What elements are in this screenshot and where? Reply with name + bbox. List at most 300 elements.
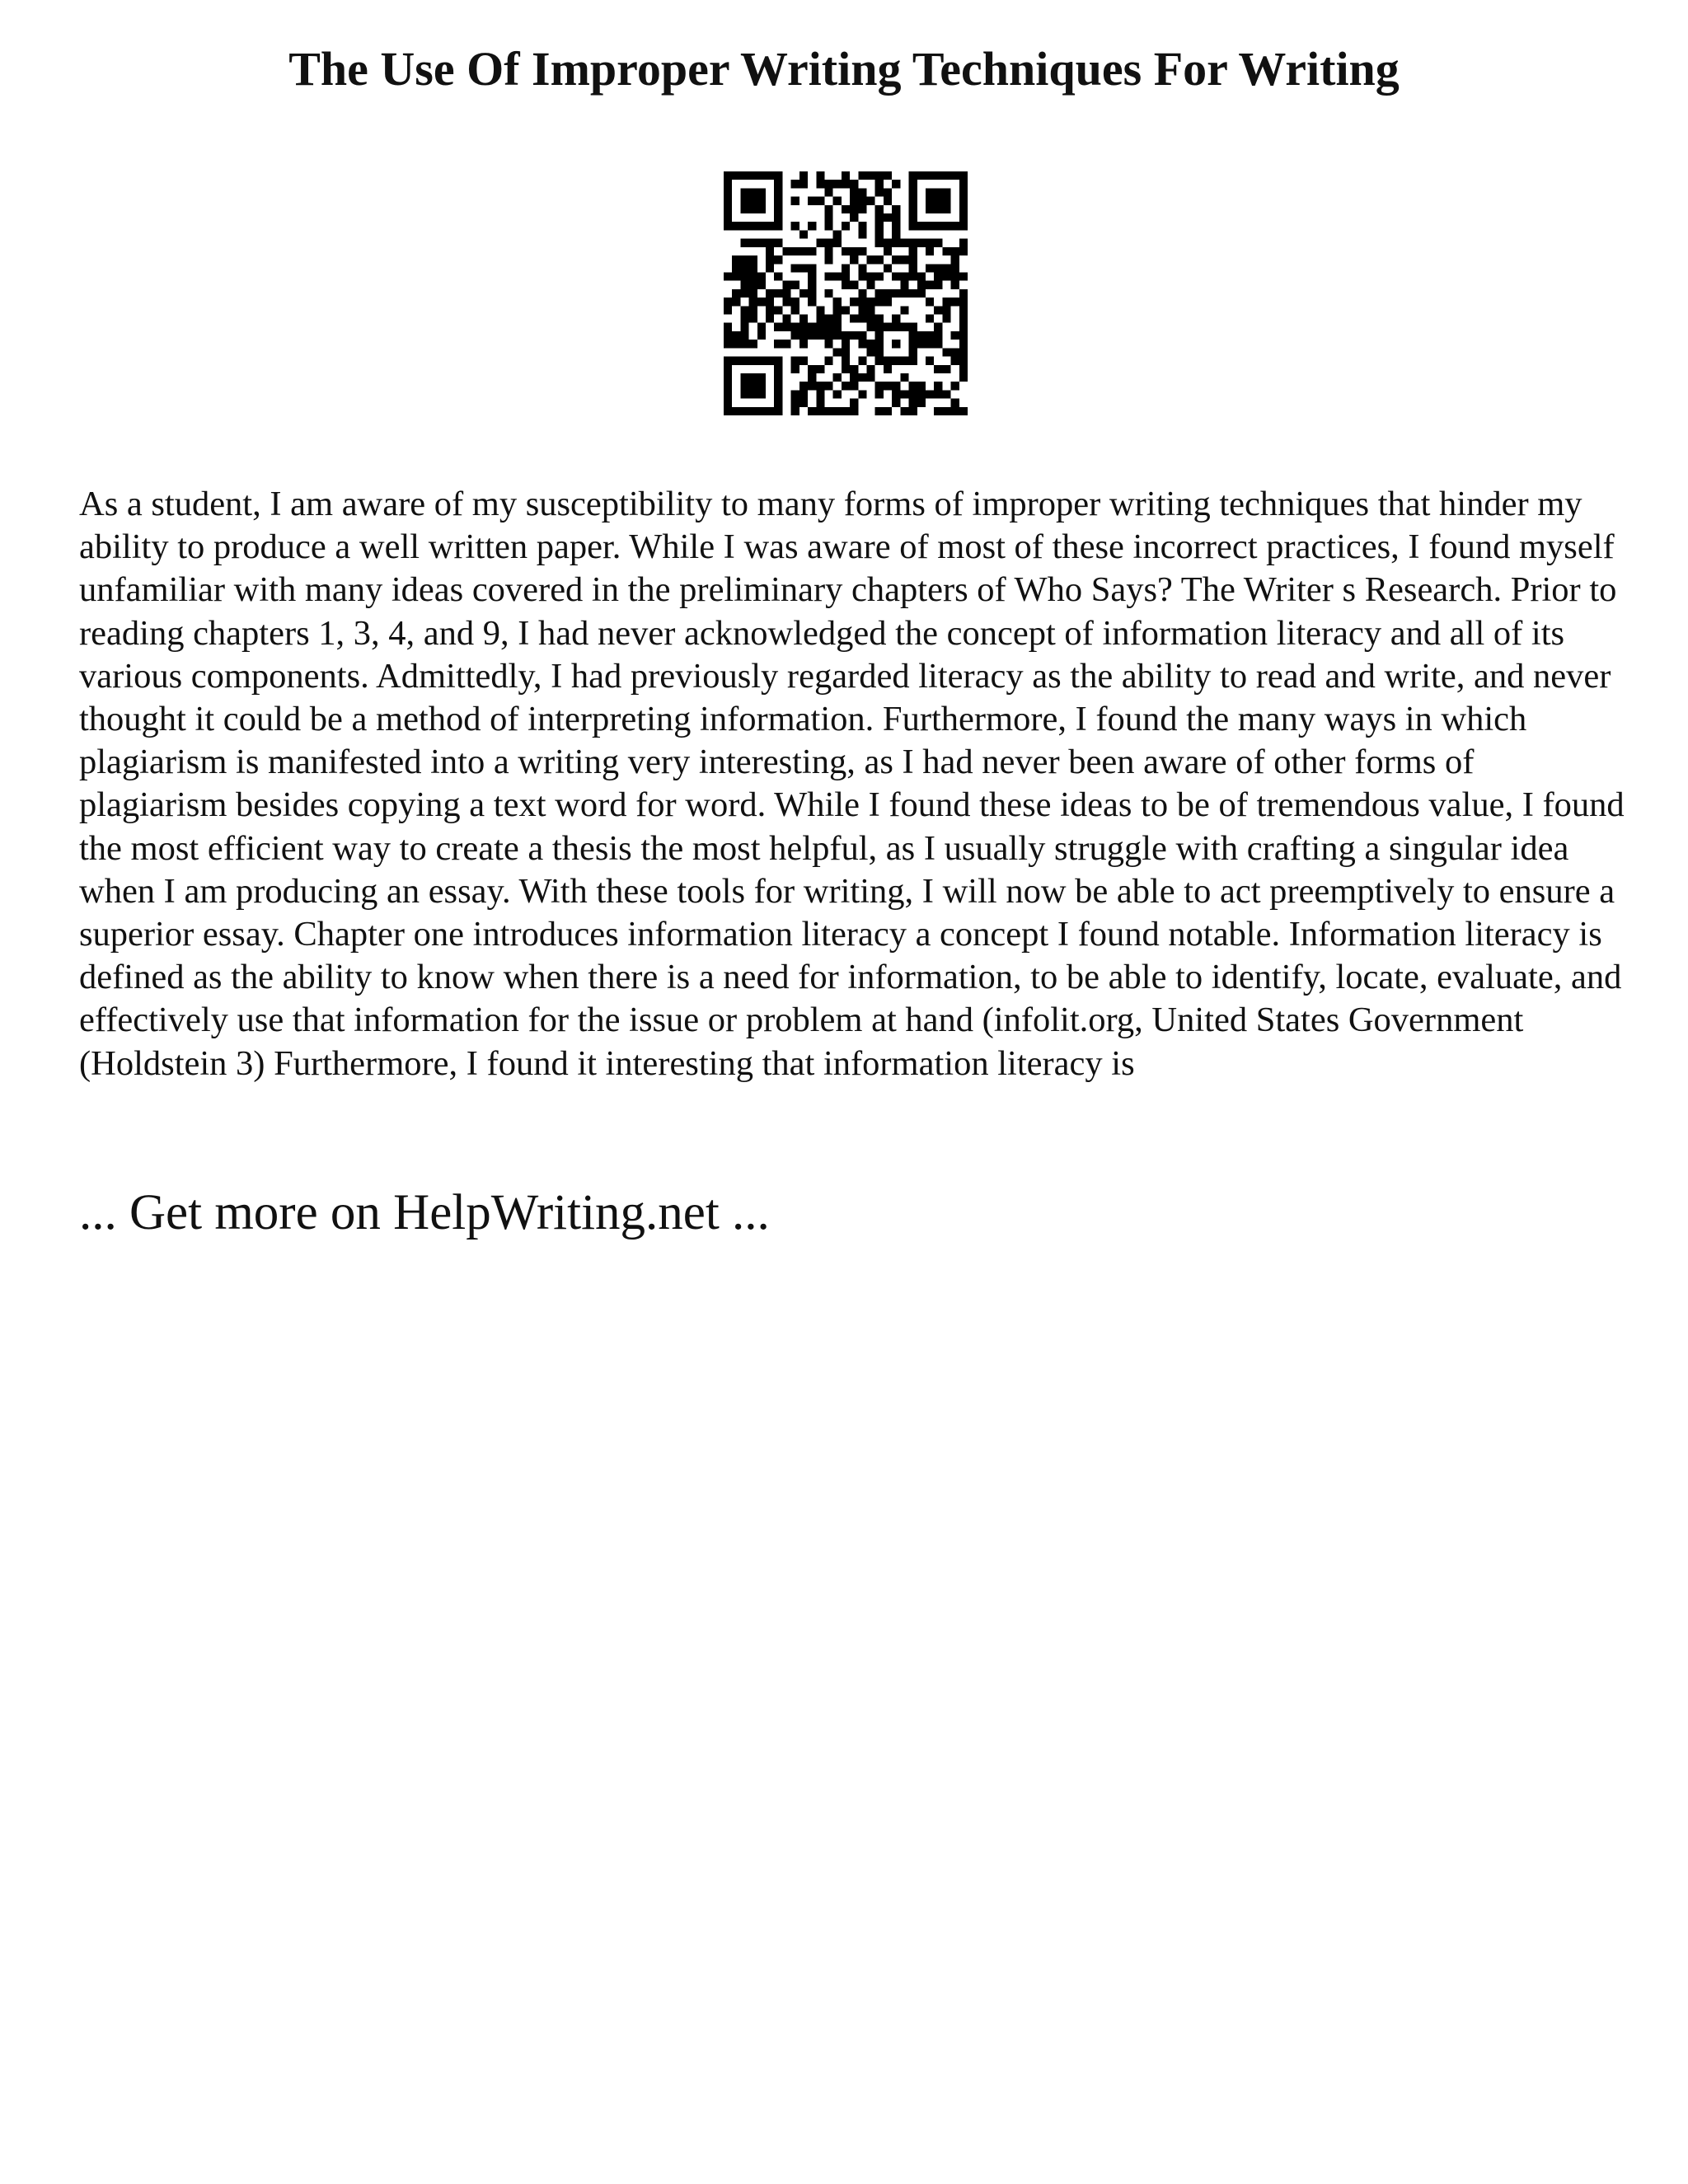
qr-module xyxy=(909,197,917,205)
qr-module xyxy=(732,331,740,340)
qr-module xyxy=(951,399,959,407)
qr-module xyxy=(926,357,934,365)
qr-module xyxy=(833,331,842,340)
qr-module xyxy=(875,315,884,323)
qr-module xyxy=(740,390,748,398)
qr-module xyxy=(850,382,858,390)
qr-module xyxy=(934,171,942,180)
qr-module xyxy=(842,281,850,289)
qr-module xyxy=(791,197,799,205)
qr-module xyxy=(724,399,732,407)
qr-module xyxy=(917,340,926,348)
qr-module xyxy=(799,171,808,180)
qr-module xyxy=(858,306,866,314)
qr-module xyxy=(766,222,774,230)
qr-module xyxy=(909,348,917,356)
qr-module xyxy=(816,315,824,323)
qr-module xyxy=(959,188,968,196)
qr-module xyxy=(959,213,968,222)
qr-module xyxy=(749,197,757,205)
qr-module xyxy=(766,264,774,272)
qr-module xyxy=(909,289,917,298)
qr-module xyxy=(867,272,875,280)
qr-module xyxy=(824,382,832,390)
qr-module xyxy=(740,188,748,196)
qr-module xyxy=(926,264,934,272)
qr-module xyxy=(732,289,740,298)
qr-module xyxy=(757,197,766,205)
qr-module xyxy=(740,171,748,180)
qr-module xyxy=(867,197,875,205)
qr-module xyxy=(799,331,808,340)
qr-module xyxy=(892,222,900,230)
qr-module xyxy=(833,180,842,188)
qr-module xyxy=(942,197,950,205)
qr-module xyxy=(951,264,959,272)
qr-module xyxy=(740,289,748,298)
qr-module xyxy=(875,390,884,398)
qr-module xyxy=(884,365,892,373)
qr-module xyxy=(900,289,908,298)
qr-module xyxy=(917,399,926,407)
qr-module xyxy=(858,357,866,365)
qr-module xyxy=(842,348,850,356)
qr-module xyxy=(884,357,892,365)
qr-module xyxy=(926,331,934,340)
qr-module xyxy=(749,281,757,289)
qr-module xyxy=(934,197,942,205)
qr-module xyxy=(850,298,858,306)
qr-module xyxy=(884,298,892,306)
qr-module xyxy=(959,357,968,365)
qr-module xyxy=(858,197,866,205)
qr-module xyxy=(749,340,757,348)
qr-module xyxy=(724,323,732,331)
qr-module xyxy=(816,399,824,407)
qr-module xyxy=(833,298,842,306)
qr-module xyxy=(959,365,968,373)
qr-module xyxy=(892,180,900,188)
qr-module xyxy=(791,331,799,340)
qr-module xyxy=(824,289,832,298)
qr-module xyxy=(808,289,816,298)
qr-module xyxy=(926,247,934,255)
qr-module xyxy=(942,348,950,356)
qr-module xyxy=(833,323,842,331)
qr-module xyxy=(892,230,900,238)
qr-module xyxy=(749,306,757,314)
qr-module xyxy=(884,239,892,247)
qr-module xyxy=(774,357,782,365)
qr-module xyxy=(951,247,959,255)
qr-module xyxy=(833,315,842,323)
qr-module xyxy=(842,306,850,314)
qr-module xyxy=(749,357,757,365)
qr-module xyxy=(732,264,740,272)
qr-module xyxy=(774,171,782,180)
qr-module xyxy=(799,399,808,407)
qr-module xyxy=(842,205,850,213)
qr-module xyxy=(867,348,875,356)
qr-module xyxy=(909,272,917,280)
qr-module xyxy=(791,323,799,331)
qr-module xyxy=(842,272,850,280)
qr-module xyxy=(959,348,968,356)
qr-module xyxy=(909,255,917,264)
qr-module xyxy=(799,390,808,398)
qr-module xyxy=(782,289,790,298)
qr-module xyxy=(774,390,782,398)
qr-module xyxy=(842,180,850,188)
qr-module xyxy=(875,323,884,331)
qr-module xyxy=(757,171,766,180)
qr-module xyxy=(934,264,942,272)
qr-module xyxy=(757,323,766,331)
qr-module xyxy=(959,340,968,348)
qr-module xyxy=(774,239,782,247)
qr-module xyxy=(808,222,816,230)
qr-module xyxy=(740,407,748,415)
qr-module xyxy=(909,171,917,180)
qr-module xyxy=(875,289,884,298)
qr-module xyxy=(808,264,816,272)
qr-module xyxy=(724,205,732,213)
qr-module xyxy=(842,382,850,390)
qr-module xyxy=(766,171,774,180)
qr-module xyxy=(909,340,917,348)
qr-module xyxy=(917,289,926,298)
qr-module xyxy=(842,357,850,365)
qr-module xyxy=(816,306,824,314)
qr-module xyxy=(842,331,850,340)
qr-module xyxy=(740,340,748,348)
qr-module xyxy=(833,390,842,398)
qr-module xyxy=(942,306,950,314)
qr-module xyxy=(732,340,740,348)
qr-module xyxy=(959,315,968,323)
qr-module xyxy=(875,180,884,188)
qr-module xyxy=(732,298,740,306)
qr-module xyxy=(858,390,866,398)
qr-module xyxy=(842,222,850,230)
qr-module xyxy=(867,373,875,382)
qr-module xyxy=(909,247,917,255)
qr-module xyxy=(926,197,934,205)
qr-module xyxy=(774,323,782,331)
qr-module xyxy=(757,222,766,230)
qr-module xyxy=(900,323,908,331)
qr-module xyxy=(875,407,884,415)
qr-module xyxy=(884,323,892,331)
qr-module xyxy=(867,365,875,373)
qr-module xyxy=(774,306,782,314)
qr-module xyxy=(749,272,757,280)
qr-module xyxy=(740,239,748,247)
qr-module xyxy=(858,264,866,272)
qr-module xyxy=(917,390,926,398)
qr-module xyxy=(942,315,950,323)
qr-module xyxy=(824,247,832,255)
qr-module xyxy=(850,373,858,382)
qr-module xyxy=(884,171,892,180)
qr-module xyxy=(808,331,816,340)
qr-module xyxy=(909,382,917,390)
qr-module xyxy=(816,382,824,390)
qr-module xyxy=(926,205,934,213)
qr-module xyxy=(858,171,866,180)
qr-module xyxy=(766,315,774,323)
qr-module xyxy=(959,180,968,188)
qr-module xyxy=(917,281,926,289)
qr-module xyxy=(757,298,766,306)
qr-module xyxy=(917,239,926,247)
qr-module xyxy=(816,197,824,205)
qr-module xyxy=(740,205,748,213)
qr-module xyxy=(959,289,968,298)
qr-module xyxy=(749,289,757,298)
qr-module xyxy=(824,340,832,348)
qr-module xyxy=(850,213,858,222)
qr-module xyxy=(900,357,908,365)
qr-module xyxy=(749,390,757,398)
qr-module xyxy=(884,264,892,272)
qr-module xyxy=(740,281,748,289)
qr-module xyxy=(842,407,850,415)
qr-module xyxy=(724,272,732,280)
qr-module xyxy=(824,331,832,340)
qr-module xyxy=(850,399,858,407)
qr-module xyxy=(774,340,782,348)
qr-module xyxy=(884,188,892,196)
qr-module xyxy=(833,348,842,356)
qr-module xyxy=(900,306,908,314)
qr-module xyxy=(833,407,842,415)
qr-module xyxy=(942,188,950,196)
qr-module xyxy=(909,188,917,196)
qr-module xyxy=(858,298,866,306)
qr-module xyxy=(766,407,774,415)
qr-module xyxy=(724,382,732,390)
qr-module xyxy=(951,407,959,415)
qr-module xyxy=(791,357,799,365)
qr-module xyxy=(900,239,908,247)
qr-module xyxy=(757,390,766,398)
qr-module xyxy=(724,171,732,180)
qr-module xyxy=(724,340,732,348)
qr-module xyxy=(808,298,816,306)
qr-module xyxy=(724,306,732,314)
qr-module xyxy=(824,188,832,196)
qr-module xyxy=(934,239,942,247)
qr-module xyxy=(799,357,808,365)
qr-module xyxy=(782,247,790,255)
qr-module xyxy=(909,264,917,272)
qr-module xyxy=(749,255,757,264)
qr-module xyxy=(892,213,900,222)
qr-module xyxy=(926,222,934,230)
qr-module xyxy=(858,289,866,298)
qr-module xyxy=(791,180,799,188)
qr-module xyxy=(892,357,900,365)
qr-module xyxy=(909,239,917,247)
qr-module xyxy=(749,264,757,272)
qr-module xyxy=(959,205,968,213)
qr-module xyxy=(858,340,866,348)
qr-module xyxy=(892,289,900,298)
qr-module xyxy=(732,272,740,280)
qr-module xyxy=(875,331,884,340)
qr-module xyxy=(875,340,884,348)
qr-module xyxy=(850,407,858,415)
qr-module xyxy=(884,247,892,255)
qr-module xyxy=(867,171,875,180)
qr-module xyxy=(850,247,858,255)
qr-module xyxy=(942,390,950,398)
qr-module xyxy=(766,306,774,314)
qr-module xyxy=(858,230,866,238)
qr-module xyxy=(909,357,917,365)
qr-module xyxy=(934,407,942,415)
qr-module xyxy=(749,171,757,180)
qr-module xyxy=(858,331,866,340)
qr-module xyxy=(942,272,950,280)
qr-module xyxy=(951,331,959,340)
qr-module xyxy=(934,272,942,280)
qr-module xyxy=(842,264,850,272)
qr-module xyxy=(951,281,959,289)
qr-module xyxy=(875,348,884,356)
qr-module xyxy=(850,188,858,196)
qr-module xyxy=(858,373,866,382)
qr-module xyxy=(724,298,732,306)
qr-module xyxy=(774,399,782,407)
get-more-link[interactable]: ... Get more on HelpWriting.net ... xyxy=(79,1185,770,1240)
qr-module xyxy=(799,323,808,331)
qr-module xyxy=(824,180,832,188)
qr-module xyxy=(867,340,875,348)
qr-module xyxy=(782,298,790,306)
qr-module xyxy=(757,357,766,365)
qr-module xyxy=(917,382,926,390)
qr-module xyxy=(749,407,757,415)
qr-module xyxy=(816,180,824,188)
qr-module xyxy=(808,197,816,205)
qr-module xyxy=(757,239,766,247)
qr-module xyxy=(808,281,816,289)
qr-module xyxy=(791,365,799,373)
qr-module xyxy=(799,289,808,298)
essay-excerpt: As a student, I am aware of my susceptibility to many forms of improper writing techniques that hinder my ability to produce a well written paper. While I was aware of most of these incorrect practices, I found myself unfamiliar with many ideas covered in the preliminary chapters of Who Says? The Writer s Research. Prior to reading chapters 1, 3, 4, and 9, I had never acknowledged the concept of information literacy and all of its various components. Admittedly, I had previously regarded literacy as the ability to read and write, and never thought it could be a method of interpreting information. Furthermore, I found the many ways in which plagiarism is manifested into a writing very interesting, as I had never been aware of other forms of plagiarism besides copying a text word for word. While I found these ideas to be of tremendous value, I found the most efficient way to create a thesis the most helpful, as I usually struggle with crafting a singular idea when I am producing an essay. With these tools for writing, I will now be able to act preemptively to ensure a superior essay. Chapter one introduces information literacy a concept I found notable. Information literacy is defined as the ability to know when there is a need for information, to be able to identify, locate, evaluate, and effectively use that information for the issue or problem at hand (infolit.org, United States Government (Holdstein 3) Furthermore, I found it interesting that information literacy is xyxy=(79,485,1625,1083)
qr-module xyxy=(732,222,740,230)
qr-module xyxy=(867,323,875,331)
qr-module xyxy=(850,180,858,188)
qr-module xyxy=(732,171,740,180)
qr-module xyxy=(909,205,917,213)
qr-module xyxy=(959,272,968,280)
qr-module xyxy=(892,323,900,331)
qr-module xyxy=(774,180,782,188)
qr-module xyxy=(791,399,799,407)
qr-module xyxy=(900,407,908,415)
qr-module xyxy=(824,315,832,323)
qr-module xyxy=(740,323,748,331)
qr-module xyxy=(909,390,917,398)
qr-module xyxy=(816,331,824,340)
qr-module xyxy=(942,205,950,213)
qr-module xyxy=(766,289,774,298)
qr-module xyxy=(942,298,950,306)
qr-module xyxy=(740,306,748,314)
qr-module xyxy=(875,382,884,390)
qr-module xyxy=(724,222,732,230)
qr-module xyxy=(766,357,774,365)
qr-module xyxy=(808,247,816,255)
qr-module xyxy=(892,239,900,247)
qr-module xyxy=(816,407,824,415)
qr-module xyxy=(892,382,900,390)
qr-module xyxy=(934,205,942,213)
qr-module xyxy=(959,306,968,314)
qr-module xyxy=(934,390,942,398)
qr-module xyxy=(842,171,850,180)
qr-module xyxy=(766,255,774,264)
qr-module xyxy=(774,272,782,280)
qr-module xyxy=(934,331,942,340)
qr-module xyxy=(900,272,908,280)
qr-module xyxy=(808,323,816,331)
qr-module xyxy=(774,365,782,373)
qr-module xyxy=(892,272,900,280)
qr-module xyxy=(740,357,748,365)
qr-module xyxy=(740,315,748,323)
qr-module xyxy=(799,247,808,255)
qr-module xyxy=(934,382,942,390)
qr-module xyxy=(959,247,968,255)
qr-module xyxy=(824,205,832,213)
qr-module xyxy=(833,230,842,238)
qr-module xyxy=(884,382,892,390)
qr-module xyxy=(858,205,866,213)
qr-module xyxy=(892,255,900,264)
qr-module xyxy=(757,407,766,415)
qr-module xyxy=(942,222,950,230)
qr-module xyxy=(867,315,875,323)
qr-module xyxy=(824,255,832,264)
qr-module xyxy=(942,264,950,272)
qr-module xyxy=(774,255,782,264)
qr-module xyxy=(850,281,858,289)
qr-module xyxy=(791,281,799,289)
qr-module xyxy=(774,407,782,415)
qr-module xyxy=(757,331,766,340)
qr-module xyxy=(833,239,842,247)
qr-module xyxy=(951,255,959,264)
qr-module xyxy=(740,197,748,205)
qr-module xyxy=(900,281,908,289)
qr-module xyxy=(934,222,942,230)
qr-module xyxy=(774,205,782,213)
qr-module xyxy=(724,407,732,415)
qr-module xyxy=(959,171,968,180)
qr-module xyxy=(816,390,824,398)
qr-module xyxy=(942,171,950,180)
qr-module xyxy=(749,315,757,323)
qr-module xyxy=(959,331,968,340)
qr-module xyxy=(858,222,866,230)
qr-module xyxy=(917,171,926,180)
qr-module xyxy=(842,340,850,348)
qr-module xyxy=(740,222,748,230)
